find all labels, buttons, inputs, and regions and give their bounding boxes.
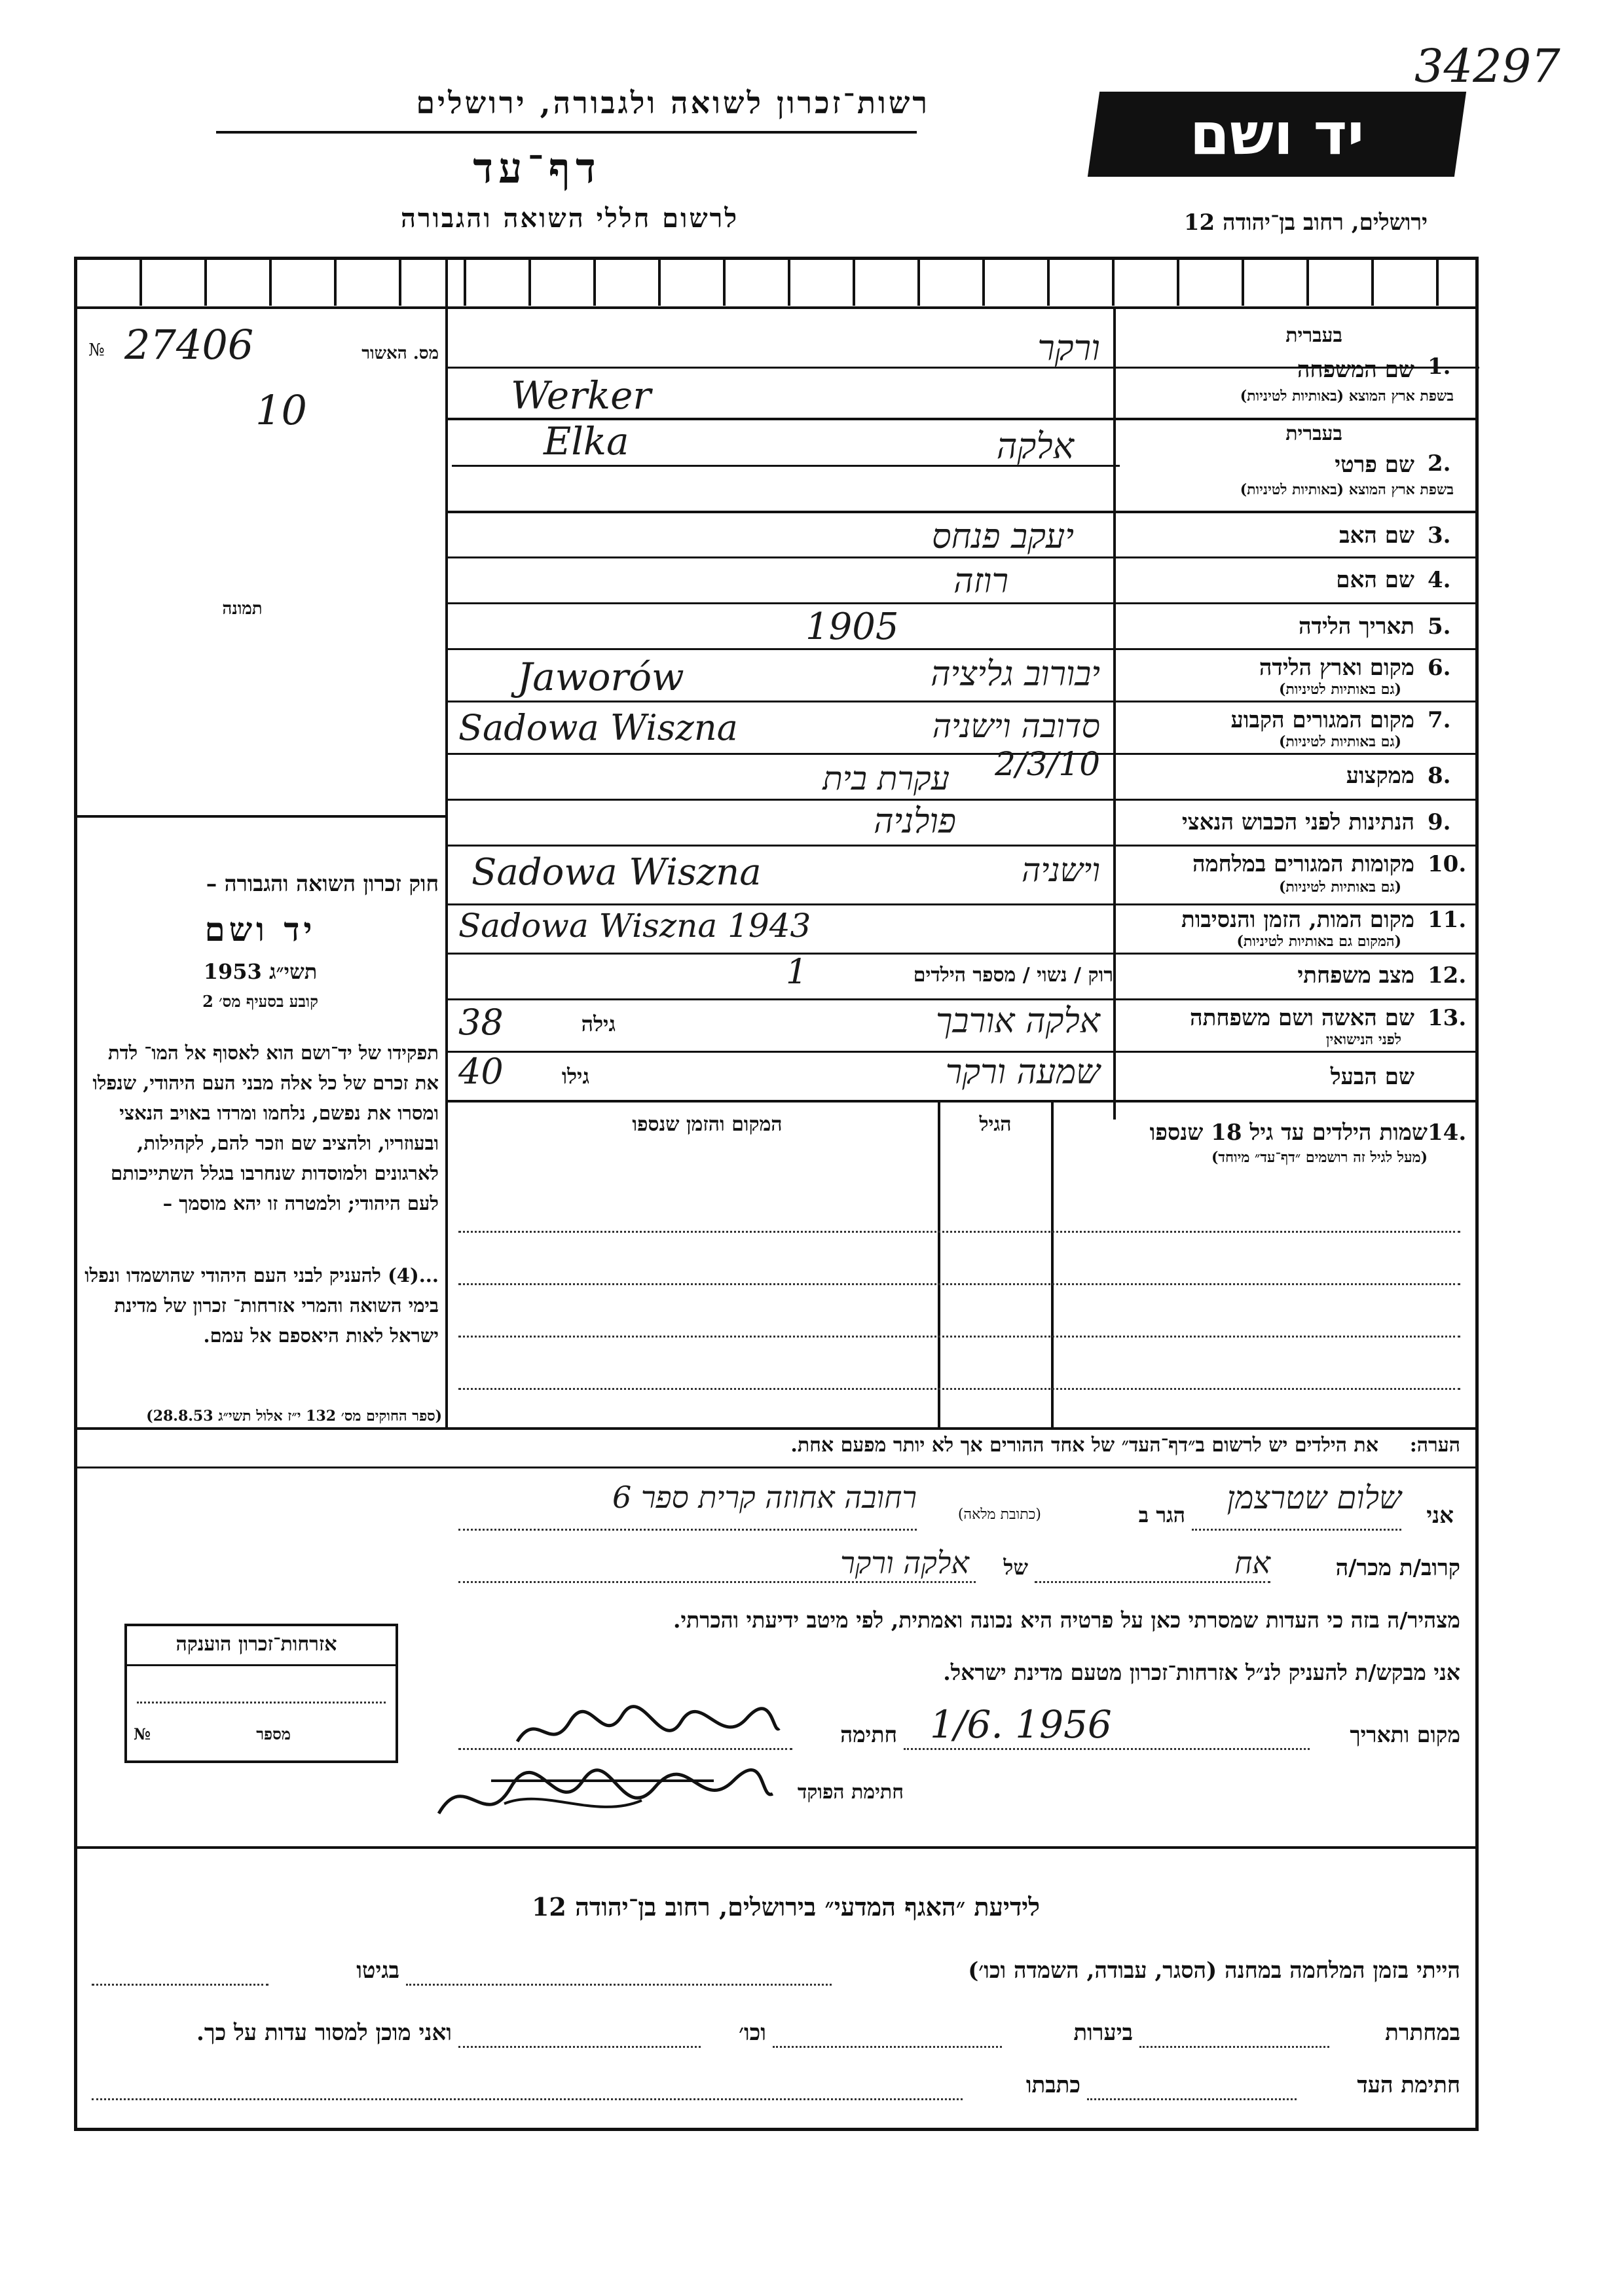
form-title: דף־עד [473,144,601,193]
field-10-label: מקומות המגורים במלחמה [1192,851,1414,877]
field-6-num: 6. [1428,655,1451,681]
place-date-label: מקום ותאריך [1350,1722,1460,1747]
photo-label: תמונה [222,599,263,619]
address-value: רחובה אחוזה קרית ספר 6 [612,1480,917,1515]
row-sep [448,903,1479,905]
note-divider [74,1467,1479,1468]
citizenship-box [124,1624,398,1763]
wife-name: אלקה אורבך [935,1002,1100,1041]
field-7-sub: (גם באותיות לטיניות) [1278,733,1401,750]
citizenship-number-label: מספר [256,1724,291,1743]
of-line [458,1581,976,1583]
field-3-label: שם האב [1339,522,1414,549]
law-name: יד ושם [204,910,316,949]
footer-line3-fill [1087,2098,1297,2100]
field-7-num: 7. [1428,707,1451,733]
row-sep [448,556,1479,558]
field-11-sub: (המקום גם באותיות לטיניות) [1236,933,1401,950]
field-12-num: 12. [1428,962,1467,989]
photo-divider [74,815,447,818]
field-7-label: מקום המגורים הקבוע [1230,707,1414,733]
field-2-tag: בעברית [1285,422,1342,445]
right-col-divider [1113,308,1116,1120]
field-13-num: 13. [1428,1005,1467,1031]
resides-label: הגר ב [1138,1503,1185,1527]
field-6-sub: (גם באותיות לטיניות) [1278,681,1401,698]
signature-label: חתימה [840,1722,897,1747]
field-2-latin: Elka [544,419,629,464]
field-6-label: מקום וארץ הלידה [1259,655,1414,681]
children-divider-2 [1051,1102,1054,1430]
children-title: שמות הילדים עד גיל 18 שנספו [1149,1120,1428,1146]
law-text-2: ...(4) להעניק לבני העם היהודי שהושמדו ונפלו בימי השואה והמרי אזרחות־ זכרון של מדינת ישראל לאות היאספם אל עמם. [84,1264,439,1347]
field-1-tag: בעברית [1285,324,1342,347]
official-label: חתימת הפוקד [797,1781,904,1804]
field-5-num: 5. [1428,613,1451,640]
field-1-label: שם המשפחה [1297,357,1414,383]
header-strip [77,260,1475,306]
row-sep [448,799,1479,801]
field-6-hebrew: יבורוב גליציה [931,655,1100,694]
field-3-num: 3. [1428,522,1451,549]
children-col-age: הגיל [979,1113,1012,1136]
logo-text: יד ושם [1189,100,1365,168]
field-7-hebrew: סדובה וישניה 2/3/10 [932,707,1100,783]
field-2-num: 2. [1428,450,1451,477]
footer-line1a: הייתי בזמן המלחמה במחנה (הסגר, עבודה, השמדה וכו׳) [968,1958,1460,1984]
field-1-sub: בשפת ארץ המוצא (באותיות לטיניות) [1240,388,1454,405]
footer-line2b: ביערות [1073,2020,1133,2046]
address-hint: (כתובת מלאה) [957,1506,1041,1523]
footer-line3-fill2 [92,2098,963,2100]
field-10-latin: Sadowa Wiszna [471,851,762,894]
field-13-label: שם האשה ושם משפחתה [1190,1005,1414,1031]
children-sub: (מעל לגיל זה רושמים ״דף־עד״ מיוחד) [1211,1149,1428,1166]
field-13-sub: לפני הנישואין [1325,1031,1401,1048]
children-row-line [458,1231,1460,1233]
footer-line2a: במחתרת [1385,2020,1460,2046]
children-divider-1 [938,1102,940,1430]
footer-line3a: חתימת העד [1357,2072,1460,2098]
footer-line1b: בגיטו [356,1958,399,1984]
row-sep [448,1100,1479,1102]
field-8-value: עקרת בית [822,759,950,797]
footer-line3b: כתבתו [1025,2072,1080,2098]
relative-value: אח [1234,1545,1270,1580]
row-sep [448,953,1479,955]
left-col-divider [445,259,448,1427]
field-4-value: רוזה [953,562,1008,601]
citizenship-no-mark: № [134,1724,151,1743]
children-row-line [458,1336,1460,1338]
husband-age: 40 [458,1051,504,1092]
strip-bottom [74,306,1479,309]
field-11-value: Sadowa Wiszna 1943 [458,907,811,945]
children-row-line [458,1388,1460,1390]
row-sep [448,701,1479,702]
declarant-line [1192,1529,1401,1531]
archive-number: 34297 [1414,39,1560,93]
law-title: חוק זכרון השואה והגבורה – [206,871,439,896]
field-8-label: ממקצוע [1346,763,1414,789]
row-sep [448,511,1479,513]
footer-line2d: ואני מוכן למסור עדות על כך. [196,2020,452,2046]
field-2-label: שם פרטי [1335,452,1414,478]
field-5-value: 1905 [805,606,899,648]
citizenship-title-rule [127,1664,396,1666]
children-row-line [458,1283,1460,1285]
husband-label: שם הבעל [1330,1064,1414,1090]
declaration-statement-1: מצהיר/ה בזה כי העדות שמסרתי כאן על פרטיה היא נכונה ואמתית, לפי מיטב ידיעתי והכרתי. [673,1607,1460,1633]
declaration-statement-2: אני מבקש/ת להעניק לנ״ל אזרחות־זכרון מטעם מדינת ישראל. [943,1660,1460,1685]
field-9-label: הנתינות לפני הכבוש הנאצי [1181,809,1414,835]
place-date-line [904,1748,1310,1750]
husband-age-label: גילו [561,1064,589,1089]
of-label: של [1003,1555,1028,1580]
field-12-value: 1 [786,953,808,992]
relative-label: קרוב/ת מכר/ה [1335,1555,1460,1581]
field-5-label: תאריך הלידה [1298,613,1414,640]
footer-line1-fill [406,1984,832,1986]
field-4-label: שם האם [1336,567,1414,593]
field-2-sub: בשפת ארץ המוצא (באותיות לטיניות) [1240,481,1454,498]
place-date-value: 1/6. 1956 [930,1702,1112,1747]
declarant-label: אני [1426,1503,1454,1529]
citizenship-title: אזרחות־זכרון הוענקה [175,1633,337,1656]
address-line [458,1529,917,1531]
authority-title: רשות־זכרון לשואה ולגבורה, ירושלים [416,85,930,120]
footer-divider [74,1846,1479,1849]
footer-line2-fill [1139,2046,1329,2048]
footer-line2-fill3 [458,2046,701,2048]
wife-age: 38 [458,1002,504,1043]
field-9-num: 9. [1428,809,1451,835]
field-4-num: 4. [1428,567,1451,593]
relative-line [1035,1581,1270,1583]
law-year: תשי״ג 1953 [203,959,318,984]
header-divider [216,131,917,134]
footer-line1-fill2 [92,1984,268,1986]
footer-line2-fill2 [773,2046,1002,2048]
field-10-num: 10. [1428,851,1467,877]
serial-no-mark: № [88,340,105,360]
field-1-latin: Werker [511,373,652,418]
note-label: הערה: [1409,1434,1460,1457]
field-9-value: פולניה [874,802,956,841]
row-sep [448,845,1479,847]
serial-sub: 10 [255,386,307,434]
footer-title: לידיעת ״האגף המדעי״ בירושלים, רחוב בן־יהודה 12 [531,1892,1041,1922]
of-value: אלקה ורקר [840,1545,969,1580]
law-section: קובע בסעיף מס׳ 2 [202,992,318,1011]
serial-number: 27406 [124,321,254,369]
wife-age-label: גילה [581,1011,616,1036]
field-10-hebrew: וישניה [1022,851,1100,889]
field-11-label: מקום המות, הזמן והנסיבות [1181,907,1414,933]
law-text-1: תפקידו של יד־ושם הוא לאסוף אל המו־ לדת את זכרם של כל אלה מבני העם היהודי, שנפלו ומסרו את נפשם, נלחמו ומרדו באויב הנאצי ובעוזריו, ולהציב שם וזכר להם, לקהילות, לארגונים ולמוסדות שנחרבו בגלל השתייכותם לעם היהודי; ולמטרה זו יהא מוסמך – [92,1042,439,1214]
field-8-num: 8. [1428,763,1451,789]
field-1-num: 1. [1428,354,1451,380]
citizenship-line [137,1702,386,1704]
footer-line2c: וכו׳ [739,2020,766,2046]
children-col-place: המקום והזמן שנספו [632,1113,783,1136]
address: ירושלים, רחוב בן־יהודה 12 [1183,210,1428,236]
field-10-sub: (גם באותיות לטיניות) [1278,879,1401,896]
law-reference: (ספר החוקים מס׳ 132 י״ז אלול תשי״ג 28.8.53) [146,1408,442,1425]
field-1-hebrew: ורקר [1037,327,1100,369]
field-2-hebrew: אלקה [996,426,1074,467]
children-num: 14. [1428,1120,1467,1146]
row-sep [448,648,1479,650]
yad-vashem-logo [1088,92,1466,177]
field-12-inline: רוק / נשוי / מספר הילדים [913,964,1113,987]
husband-name: שמעה ורקר [945,1053,1100,1092]
section-divider [74,1427,1479,1430]
field-7-latin: Sadowa Wiszna [458,707,738,748]
field-3-value: יעקב פנחס [932,517,1074,556]
declarant-name: שלום שטרצמן [1227,1480,1401,1516]
form-subtitle: לרשום חללי השואה והגבורה [400,203,739,234]
row-sep [448,602,1479,604]
row-sep [448,998,1479,1000]
serial-label: מס. האשור [361,344,439,363]
note-text: את הילדים יש לרשום ב״דף־העד״ של אחד ההורים אך לא יותר מפעם אחת. [790,1434,1378,1457]
field-6-latin: Jaworów [517,655,684,699]
field-12-label: מצב משפחתי [1297,962,1414,989]
official-signature [426,1741,779,1840]
field-11-num: 11. [1428,907,1467,933]
